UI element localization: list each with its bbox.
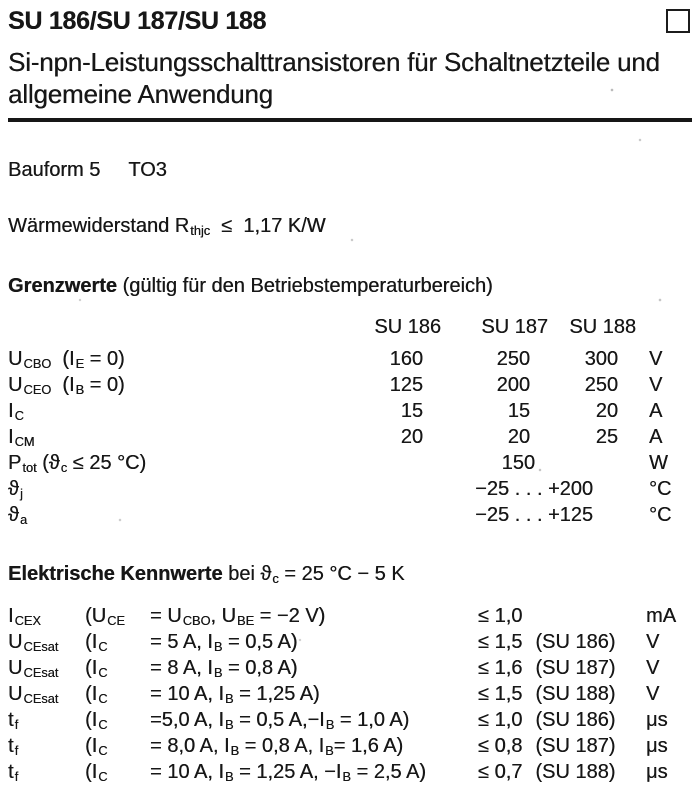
limit-cell: ≤ 1,5 [478,683,523,705]
condition-open: (IC [85,735,108,758]
subscript: B [213,638,223,654]
subscript: B [325,716,335,732]
condition-rest: = 5 A, IB = 0,5 A) [150,631,298,654]
subscript: CEX [14,612,41,628]
subscript: CEO [23,381,52,397]
grenzwerte-heading [8,274,692,298]
condition-rest: = UCBO, UBE = −2 V) [150,605,326,628]
unit-cell: °C [649,504,672,526]
table-row [8,682,692,708]
symbol-cell: tf [8,761,19,784]
condition-open: (IC [85,683,108,706]
kennwerte-heading [8,562,692,588]
unit-cell: V [649,374,663,396]
subscript: B [213,664,223,680]
condition-cell [85,656,478,682]
subscript: BE [236,612,255,628]
limit-cell: ≤ 0,8 [478,735,523,757]
subscript: CBO [23,355,52,371]
symbol-cell: tf [8,709,19,732]
subscript: f [14,742,19,758]
condition-open: (IC [85,631,108,654]
table-row [8,451,692,477]
condition-rest: = 8,0 A, IB = 0,8 A, IB= 1,6 A) [150,735,404,758]
condition-rest: = 8 A, IB = 0,8 A) [150,657,298,680]
limit-cell: ≤ 1,0 [478,605,523,627]
grenzwerte-heading-bold: Grenzwerte [8,275,117,297]
limit-cell: ≤ 0,7 [478,761,523,783]
device-cell: (SU 187) [535,657,616,679]
value-cell: 250 [496,348,530,370]
condition-cell [85,708,478,734]
table-row [8,373,692,399]
grenzwerte-heading-note: (gültig für den Betriebstemperaturbereich) [116,275,493,297]
value-cell: 15 [400,400,423,422]
divider-rule [8,118,692,122]
kennwerte-rows [8,604,692,786]
unit-cell: μs [646,761,668,783]
device-cell: (SU 187) [535,735,616,757]
condition-cell [85,682,478,708]
symbol-cell: tf [8,735,19,758]
value-cell-span: 150 [501,452,535,474]
table-row [8,503,692,529]
subscript: B [325,742,334,758]
column-header-su186: SU 186 [374,316,441,338]
subscript: E [75,355,85,371]
subscript: thjc [190,222,211,238]
subscript: a [19,511,28,527]
table-row [8,656,692,682]
unit-cell: °C [649,478,672,500]
subscript: C [98,742,108,758]
table-row [8,425,692,451]
subscript: f [14,716,19,732]
value-cell: 20 [595,400,618,422]
kennwerte-heading-conditions: bei ϑc = 25 °C − 5 K [222,563,405,586]
condition-rest: = 10 A, IB = 1,25 A) [150,683,320,706]
value-cell: 125 [389,374,423,396]
table-row [8,347,692,373]
unit-cell: V [646,683,660,705]
device-cell: (SU 188) [535,683,616,705]
subscript: C [98,690,108,706]
page-title: SU 186/SU 187/SU 188 [8,7,267,35]
subscript: C [98,768,108,784]
condition-cell [85,734,478,760]
value-cell-span: −25 . . . +200 [475,478,593,500]
grenzwerte-rows [8,347,692,529]
column-header-su188: SU 188 [569,316,636,338]
condition-open: (IC [85,761,108,784]
package-label: TO3 [128,159,167,181]
kennwerte-section [8,562,692,786]
condition-cell [85,760,478,786]
subscript: CEsat [23,638,59,654]
page-subtitle: Si-npn-Leistungsschalttransistoren für Schaltnetzteile und allgemeine Anwendung [8,47,660,109]
device-cell: (SU 188) [535,761,616,783]
limit-cell: ≤ 1,0 [478,709,523,731]
device-cell: (SU 186) [535,709,616,731]
subscript: f [14,768,19,784]
condition-cell [85,604,478,630]
condition-open: (IC [85,709,108,732]
value-cell: 160 [389,348,423,370]
title-row [8,6,692,36]
row-label: Ptot (ϑc ≤ 25 °C) [8,452,147,475]
bauform-line [8,158,692,182]
header-spacer [8,315,358,339]
subscript: B [224,690,234,706]
condition-rest: = 10 A, IB = 1,25 A, −IB = 2,5 A) [150,761,426,784]
unit-cell: V [649,348,663,370]
table-row [8,604,692,630]
value-cell-span: −25 . . . +125 [475,504,593,526]
unit-cell: A [649,426,663,448]
subscript: B [224,716,234,732]
row-label: IC [8,400,24,423]
table-row [8,734,692,760]
condition-cell [85,630,478,656]
column-header-su187: SU 187 [481,316,548,338]
subscript: CEsat [23,690,59,706]
subscript: C [14,407,24,423]
subscript: B [230,742,240,758]
symbol-cell: UCEsat [8,657,59,680]
subscript: B [75,381,85,397]
symbol-cell: UCEsat [8,631,59,654]
condition-open: (IC [85,657,108,680]
value-cell: 20 [400,426,423,448]
empty-square-icon [666,9,690,33]
unit-cell: mA [646,605,676,627]
value-cell: 20 [507,426,530,448]
condition-rest: =5,0 A, IB = 0,5 A,−IB = 1,0 A) [150,709,410,732]
table-row [8,760,692,786]
unit-cell: V [646,631,660,653]
subscript: c [60,459,68,475]
table-row [8,630,692,656]
unit-cell: μs [646,735,668,757]
kennwerte-heading-bold: Elektrische Kennwerte [8,563,223,585]
value-cell: 25 [595,426,618,448]
subscript: C [98,638,108,654]
table-row [8,399,692,425]
row-label: ICM [8,426,35,449]
unit-cell: μs [646,709,668,731]
condition-open: (UCE [85,605,125,628]
row-label: UCBO (IE = 0) [8,348,125,371]
unit-cell: V [646,657,660,679]
table-row [8,708,692,734]
unit-cell: W [649,452,668,474]
limit-cell: ≤ 1,6 [478,657,523,679]
thermal-resistance-line: Wärmewiderstand Rthjc ≤ 1,17 K/W [8,215,326,238]
unit-cell: A [649,400,663,422]
value-cell: 250 [584,374,618,396]
limit-cell: ≤ 1,5 [478,631,523,653]
value-cell: 200 [496,374,530,396]
subscript: B [342,768,351,784]
subscript: CBO [182,612,211,628]
row-label: ϑj [8,478,23,501]
subscript: C [98,664,108,680]
subscript: tot [22,459,37,475]
grenzwerte-section [8,274,692,529]
subscript: CE [107,612,125,628]
subscript: B [224,768,234,784]
subscript: j [19,485,23,501]
bauform-label: Bauform 5 [8,159,101,181]
subscript: CEsat [23,664,59,680]
symbol-cell: ICEX [8,605,41,628]
grenzwerte-column-headers [8,315,692,339]
row-label: ϑa [8,504,28,527]
subscript: c [272,570,279,586]
value-cell: 300 [584,348,618,370]
table-row [8,477,692,503]
row-label: UCEO (IB = 0) [8,374,125,397]
symbol-cell: UCEsat [8,683,59,706]
device-cell: (SU 186) [535,631,616,653]
subscript: CM [14,433,35,449]
subscript: C [98,716,108,732]
value-cell: 15 [507,400,530,422]
